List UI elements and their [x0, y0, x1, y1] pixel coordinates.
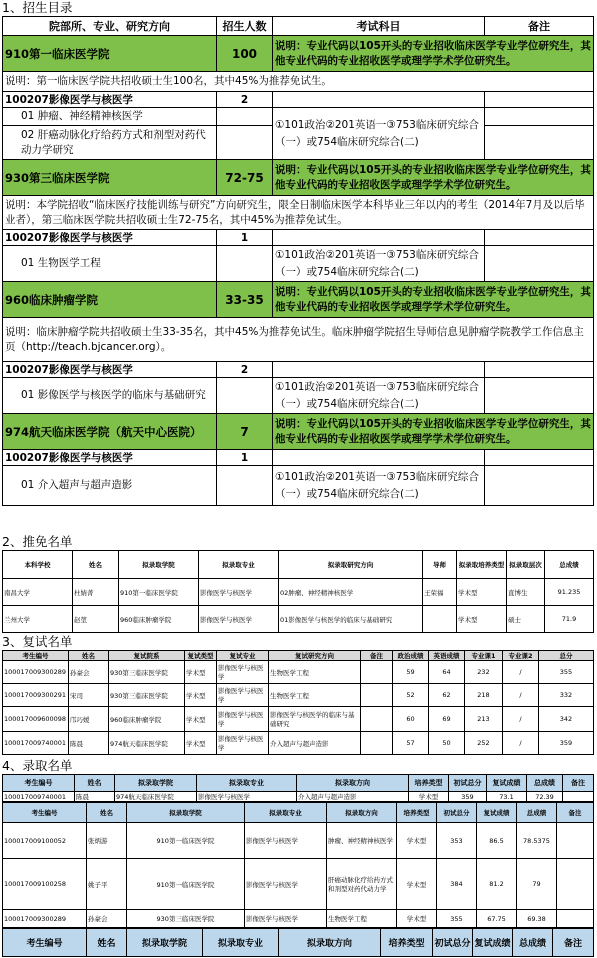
retest-header: 政治成绩: [393, 651, 429, 661]
catalog-header: 考试科目: [273, 17, 485, 36]
cell: /: [503, 661, 539, 684]
cell: 930第三临床医学院: [127, 910, 245, 928]
exempt-header: 导师: [423, 551, 457, 579]
cell: 78.5375: [517, 823, 557, 859]
cell: 学术型: [397, 823, 437, 859]
section-title-retest: 3、复试名单: [2, 634, 73, 649]
admit-header: 培养类型: [381, 929, 433, 957]
college-description: 说明：第一临床医学院共招收硕士生100名，其中45%为推荐免试生。: [3, 72, 594, 92]
cell: 学术型: [397, 910, 437, 928]
admit-header: 复试成绩: [477, 803, 517, 823]
exempt-header: 拟录取学院: [119, 551, 199, 579]
cell: 930第三临床医学院: [109, 684, 185, 707]
cell: 影像医学与核医学: [217, 661, 269, 684]
retest-header: 英语成绩: [429, 651, 465, 661]
cell: 赵堃: [73, 606, 119, 633]
cell: 79: [517, 859, 557, 910]
admit-header: 总成绩: [513, 929, 553, 957]
admit-header: 备注: [557, 803, 594, 823]
college-name: 960临床肿瘤学院: [3, 282, 217, 318]
college-name: 974航天临床医学院（航天中心医院）: [3, 414, 217, 450]
cell: 影像医学与核医学: [199, 606, 279, 633]
cell: [557, 823, 594, 859]
cell: 100017009300289: [3, 910, 87, 928]
admit-header: 初试总分: [449, 775, 487, 792]
cell: 960临床肿瘤学院: [119, 606, 199, 633]
cell: 910第一临床医学院: [127, 859, 245, 910]
admit-header: 拟录取专业: [245, 803, 327, 823]
cell: 355: [539, 661, 594, 684]
cell: 213: [465, 707, 503, 732]
cell: 01影像医学与核医学的临床与基础研究: [279, 606, 423, 633]
cell: 50: [429, 732, 465, 755]
admit-header: 考生编号: [3, 775, 75, 792]
table-row: [3, 910, 594, 928]
admit-header: 备注: [553, 929, 594, 957]
cell: /: [503, 707, 539, 732]
admit-header: 拟录取专业: [203, 929, 279, 957]
college-name: 910第一临床医学院: [3, 36, 217, 72]
cell: 学术型: [457, 606, 507, 633]
cell: 宋司: [69, 684, 109, 707]
admit-header: 总成绩: [527, 775, 563, 792]
admit-header: 拟录取方向: [297, 775, 409, 792]
cell: [361, 707, 393, 732]
major-name: 100207影像医学与核医学: [3, 362, 217, 378]
cell: 353: [437, 823, 477, 859]
exempt-header: 姓名: [73, 551, 119, 579]
cell: 学术型: [185, 661, 217, 684]
cell: 肿瘤、神经精神核医学: [327, 823, 397, 859]
cell: 陈晨: [75, 792, 115, 802]
cell: 355: [437, 910, 477, 928]
catalog-header: 招生人数: [217, 17, 273, 36]
major-count: 1: [217, 450, 273, 466]
cell: 学术型: [457, 579, 507, 606]
cell: 72.39: [527, 792, 563, 802]
major-name: 100207影像医学与核医学: [3, 230, 217, 246]
admit-main-table: [2, 802, 594, 928]
cell: 南昌大学: [3, 579, 73, 606]
direction-item: 01 肿瘤、神经精神核医学: [3, 108, 217, 126]
admit-header: 复试成绩: [487, 775, 527, 792]
major-count: 2: [217, 92, 273, 108]
cell: 974航天临床医学院: [115, 792, 197, 802]
cell: [557, 859, 594, 910]
cell: 100017009100258: [3, 859, 87, 910]
cell: 71.9: [545, 606, 594, 633]
cell: [361, 732, 393, 755]
table-row: [3, 823, 594, 859]
cell: 100017009600098: [3, 707, 69, 732]
retest-header: 备注: [361, 651, 393, 661]
admit-header: 初试总分: [433, 929, 473, 957]
major-count: 2: [217, 362, 273, 378]
cell: 学术型: [185, 732, 217, 755]
cell: 960临床肿瘤学院: [109, 707, 185, 732]
exempt-header: 总成绩: [545, 551, 594, 579]
admit-header: 备注: [563, 775, 594, 792]
exempt-header: 本科学校: [3, 551, 73, 579]
cell: 218: [465, 684, 503, 707]
college-description: 说明：本学院招收“临床医疗技能训练与研究”方向研究生，限全日制临床医学本科毕业三年以内的考生（2014年7月及以后毕业者），第三临床医学院共招收硕士生72-75名，其中45%为推荐免试生。: [3, 196, 594, 230]
cell: 肝癌动脉化疗给药方式和剂型对药代动力学: [327, 859, 397, 910]
cell: 910第一临床医学院: [119, 579, 199, 606]
exam-subjects: ①101政治②201英语一③753临床研究综合（一）或754临床研究综合(二): [273, 108, 485, 160]
direction-item: 01 影像医学与核医学的临床与基础研究: [3, 378, 217, 414]
cell: 影像医学与核医学: [217, 707, 269, 732]
admit-header: 培养类型: [397, 803, 437, 823]
cell: 69.38: [517, 910, 557, 928]
section-title-exempt: 2、推免名单: [2, 534, 73, 549]
admit-header: 姓名: [75, 775, 115, 792]
cell: 生物医学工程: [269, 661, 361, 684]
cell: 张炳游: [87, 823, 127, 859]
cell: 91.235: [545, 579, 594, 606]
cell: 生物医学工程: [269, 684, 361, 707]
college-count: 33-35: [217, 282, 273, 318]
cell: 974航天临床医学院: [109, 732, 185, 755]
retest-header: 复试研究方向: [269, 651, 361, 661]
cell: 910第一临床医学院: [127, 823, 245, 859]
retest-header: 专业课2: [503, 651, 539, 661]
cell: [557, 910, 594, 928]
cell: 兰州大学: [3, 606, 73, 633]
college-note: 说明：专业代码以105开头的专业招收临床医学专业学位研究生，其他专业代码的专业招收医学或理学学术学位研究生。: [273, 36, 594, 72]
exempt-header: 拟录取培养类型: [457, 551, 507, 579]
cell: 邝巧嫒: [69, 707, 109, 732]
admit-header: 复试成绩: [473, 929, 513, 957]
retest-header: 姓名: [69, 651, 109, 661]
catalog-header: 备注: [485, 17, 594, 36]
admit-header: 考生编号: [3, 803, 87, 823]
cell: /: [503, 732, 539, 755]
cell: 52: [393, 684, 429, 707]
major-name: 100207影像医学与核医学: [3, 92, 217, 108]
exempt-header: 拟录取专业: [199, 551, 279, 579]
cell: 影像医学与核医学: [245, 859, 327, 910]
admit-header: 拟录取学院: [127, 929, 203, 957]
cell: 100017009100052: [3, 823, 87, 859]
admit-header: 拟录取方向: [327, 803, 397, 823]
cell: 100017009300289: [3, 661, 69, 684]
exam-subjects: ①101政治②201英语一③753临床研究综合（一）或754临床研究综合(二): [273, 466, 485, 506]
cell: 86.5: [477, 823, 517, 859]
cell: 359: [539, 732, 594, 755]
cell: 232: [465, 661, 503, 684]
cell: 学术型: [185, 707, 217, 732]
direction-item: 01 介入超声与超声造影: [3, 466, 217, 506]
cell: [423, 606, 457, 633]
table-row: [3, 684, 594, 707]
cell: 59: [393, 661, 429, 684]
direction-item: 02 肝癌动脉化疗给药方式和剂型对药代动力学研究: [3, 126, 217, 160]
college-note: 说明：专业代码以105开头的专业招收临床医学专业学位研究生，其他专业代码的专业招收医学或理学学术学位研究生。: [273, 282, 594, 318]
cell: 100017009740001: [3, 792, 75, 802]
cell: 影像医学与核医学: [217, 684, 269, 707]
admit-header: 姓名: [87, 929, 127, 957]
college-count: 100: [217, 36, 273, 72]
cell: 64: [429, 661, 465, 684]
admissions-catalog-table: [2, 16, 594, 506]
cell: 81.2: [477, 859, 517, 910]
cell: 100017009300291: [3, 684, 69, 707]
catalog-header: 院部所、专业、研究方向: [3, 17, 217, 36]
retest-header: 复试类型: [185, 651, 217, 661]
cell: [361, 684, 393, 707]
cell: 姚子平: [87, 859, 127, 910]
exam-subjects: ①101政治②201英语一③753临床研究综合（一）或754临床研究综合(二): [273, 246, 485, 282]
direction-item: 01 生物医学工程: [3, 246, 217, 282]
admit-header: 考生编号: [3, 929, 87, 957]
cell: 影像医学与核医学: [245, 823, 327, 859]
cell: 生物医学工程: [327, 910, 397, 928]
retest-header: 专业课1: [465, 651, 503, 661]
cell: 学术型: [409, 792, 449, 802]
admit-header: 拟录取专业: [197, 775, 297, 792]
major-count: 1: [217, 230, 273, 246]
cell: 359: [449, 792, 487, 802]
admit-header: 培养类型: [409, 775, 449, 792]
section-title-catalog: 1、招生目录: [2, 0, 73, 15]
cell: 介入超声与超声造影: [269, 732, 361, 755]
cell: 影像医学与核医学: [199, 579, 279, 606]
cell: [563, 792, 594, 802]
section-title-admit: 4、录取名单: [2, 758, 73, 773]
admit-header: 姓名: [87, 803, 127, 823]
table-row: [3, 792, 594, 802]
cell: 影像医学与核医学的临床与基础研究: [269, 707, 361, 732]
cell: 332: [539, 684, 594, 707]
cell: 王荣福: [423, 579, 457, 606]
college-count: 72-75: [217, 160, 273, 196]
table-row: [3, 579, 594, 606]
exempt-table: [2, 550, 594, 633]
cell: 384: [437, 859, 477, 910]
retest-table: [2, 650, 594, 755]
table-row: [3, 707, 594, 732]
cell: /: [503, 684, 539, 707]
cell: 69: [429, 707, 465, 732]
exempt-header: 拟录取层次: [507, 551, 545, 579]
cell: 60: [393, 707, 429, 732]
college-count: 7: [217, 414, 273, 450]
retest-header: 考生编号: [3, 651, 69, 661]
admit-header: 拟录取学院: [127, 803, 245, 823]
cell: 影像医学与核医学: [217, 732, 269, 755]
cell: 杜婧菁: [73, 579, 119, 606]
cell: 342: [539, 707, 594, 732]
cell: 硕士: [507, 606, 545, 633]
admit-header: 总成绩: [517, 803, 557, 823]
cell: 影像医学与核医学: [245, 910, 327, 928]
retest-header: 复试院系: [109, 651, 185, 661]
cell: 100017009740001: [3, 732, 69, 755]
table-row: [3, 859, 594, 910]
cell: 57: [393, 732, 429, 755]
exam-subjects: ①101政治②201英语一③753临床研究综合（一）或754临床研究综合(二): [273, 378, 485, 414]
admit-header: 拟录取方向: [279, 929, 381, 957]
table-row: [3, 732, 594, 755]
cell: 252: [465, 732, 503, 755]
cell: 930第三临床医学院: [109, 661, 185, 684]
cell: 孙豪会: [87, 910, 127, 928]
college-name: 930第三临床医学院: [3, 160, 217, 196]
admit-bottom-header: [2, 928, 594, 957]
cell: 67.75: [477, 910, 517, 928]
retest-header: 总分: [539, 651, 594, 661]
admit-header: 拟录取学院: [115, 775, 197, 792]
table-row: [3, 606, 594, 633]
table-row: [3, 661, 594, 684]
admit-header: 初试总分: [437, 803, 477, 823]
college-note: 说明：专业代码以105开头的专业招收临床医学专业学位研究生，其他专业代码的专业招收医学或理学学术学位研究生。: [273, 414, 594, 450]
cell: 介入超声与超声造影: [297, 792, 409, 802]
cell: 73.1: [487, 792, 527, 802]
major-name: 100207影像医学与核医学: [3, 450, 217, 466]
cell: 孙豪会: [69, 661, 109, 684]
admit-top-table: [2, 774, 594, 802]
cell: 陈晨: [69, 732, 109, 755]
cell: 02肿瘤、神经精神核医学: [279, 579, 423, 606]
college-note: 说明：专业代码以105开头的专业招收临床医学专业学位研究生，其他专业代码的专业招收医学或理学学术学位研究生。: [273, 160, 594, 196]
cell: 直博生: [507, 579, 545, 606]
cell: 影像医学与核医学: [197, 792, 297, 802]
cell: 学术型: [397, 859, 437, 910]
college-description: 说明：临床肿瘤学院共招收硕士生33-35名，其中45%为推荐免试生。临床肿瘤学院招生导师信息见肿瘤学院教学工作信息主页（http://teach.bjcancer.org）。: [3, 318, 594, 362]
cell: 62: [429, 684, 465, 707]
retest-header: 复试专业: [217, 651, 269, 661]
cell: 学术型: [185, 684, 217, 707]
cell: [361, 661, 393, 684]
exempt-header: 拟录取研究方向: [279, 551, 423, 579]
